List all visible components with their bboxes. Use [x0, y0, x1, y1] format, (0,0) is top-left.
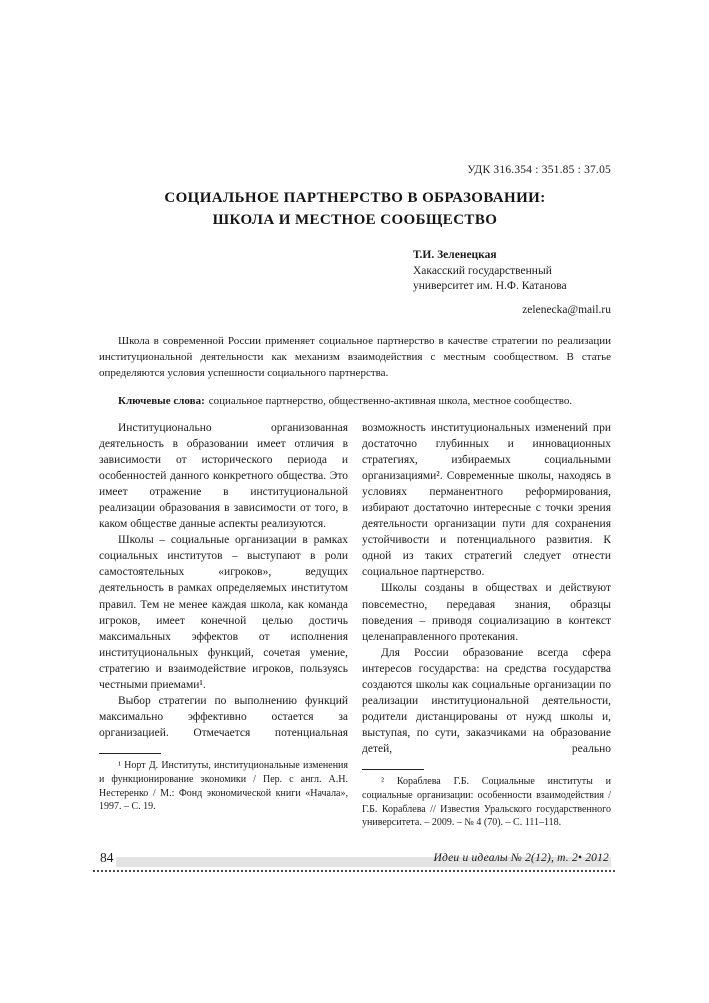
body-paragraph: возможность институциональных изменений при достаточно глубинных и инновационных стратегиях, избираемых социальными организациями². Современные школы, находясь в условиях перманентного реформирования, избирают достаточно интересные с точки зрения деятельности организации пути для сохранения устойчивости и потенциального развития. К одной из таких стратегий следует отнести социальное партнерство. [362, 421, 611, 579]
left-column [99, 420, 348, 830]
author-name: Т.И. Зеленецкая [413, 249, 497, 261]
footnote-2: ² Кораблева Г.Б. Социальные институты и социальные организации: особенности взаимодействия / Г.Б. Кораблева // Известия Уральского государственного университета. – 2009. – № 4 (70). – С. 111–118. [362, 776, 611, 829]
footnote-separator-rule [99, 753, 161, 754]
body-paragraph: Школы созданы в обществах и действуют повсеместно, передавая знания, образцы поведения – приводя социализацию в контекст целенаправленного протекания. [362, 582, 611, 643]
footnote-separator-rule [362, 769, 424, 770]
article-page-content [99, 0, 611, 830]
udc-number: УДК 316.354 : 351.85 : 37.05 [467, 164, 611, 176]
body-paragraph: Школы – социальные организации в рамках социальных институтов – выступают в роли самостоятельных «игроков», ведущих деятельность в рамках определяемых институтом правил. Тем не менее каждая школа, как команда игроков, имеет конечной целью достичь максимальных эффектов от исполнения институциональных функций, сочетая умение, стратегию и взаимодействие игроков, пользуясь честными приемами¹. [99, 534, 348, 691]
keywords-line [99, 393, 611, 409]
article-title-line1: СОЦИАЛЬНОЕ ПАРТНЕРСТВО В ОБРАЗОВАНИИ: [164, 190, 546, 206]
keywords-text: социальное партнерство, общественно-активная школа, местное сообщество. [208, 394, 573, 407]
author-block [413, 248, 611, 295]
body-paragraph: Институционально организованная деятельность в образовании имеет отличия в зависимости от исторического периода и особенностей данного конкретного общества. Это имеет отражение в институциональной реализации образования в зависимости от того, в каком обществе данные аспекты реализуются. [99, 421, 348, 531]
keywords-label: Ключевые слова: [118, 394, 205, 407]
article-title [99, 187, 611, 231]
body-columns [99, 420, 611, 830]
body-paragraph: Для России образование всегда сфера интересов государства: на средства государства создаются школы как социальные организации по реализации институциональной деятельности, родители дистанцированы от нужд школы и, выступая, по сути, заказчиками на образование детей, реально [362, 646, 611, 756]
page-footer [97, 850, 613, 874]
footnote-1: ¹ Норт Д. Институты, институциональные изменения и функционирование экономики / Пер. с англ. А.Н. Нестеренко / М.: Фонд экономической книги «Начала», 1997. – С. 19. [99, 760, 348, 813]
author-affiliation-line2: университет им. Н.Ф. Катанова [413, 280, 567, 292]
author-email: zelenecka@mail.ru [522, 303, 611, 316]
author-affiliation-line1: Хакасский государственный [413, 264, 552, 277]
body-paragraph: Выбор стратегии по выполнению функций максимально эффективно остается за организацией. Отмечается потенциальная [99, 695, 348, 740]
journal-issue-label: Идеи и идеалы № 2(12), т. 2• 2012 [433, 852, 609, 864]
article-title-line2: ШКОЛА И МЕСТНОЕ СООБЩЕСТВО [212, 212, 498, 228]
page-number: 84 [100, 850, 114, 865]
right-column [362, 420, 611, 830]
abstract-text: Школа в современной России применяет социальное партнерство в качестве стратегии по реализации институциональной деятельности как механизм взаимодействия с местным сообществом. В статье определяются условия успешности социального партнерства. [99, 334, 611, 379]
footer-dotted-rule [93, 870, 615, 872]
